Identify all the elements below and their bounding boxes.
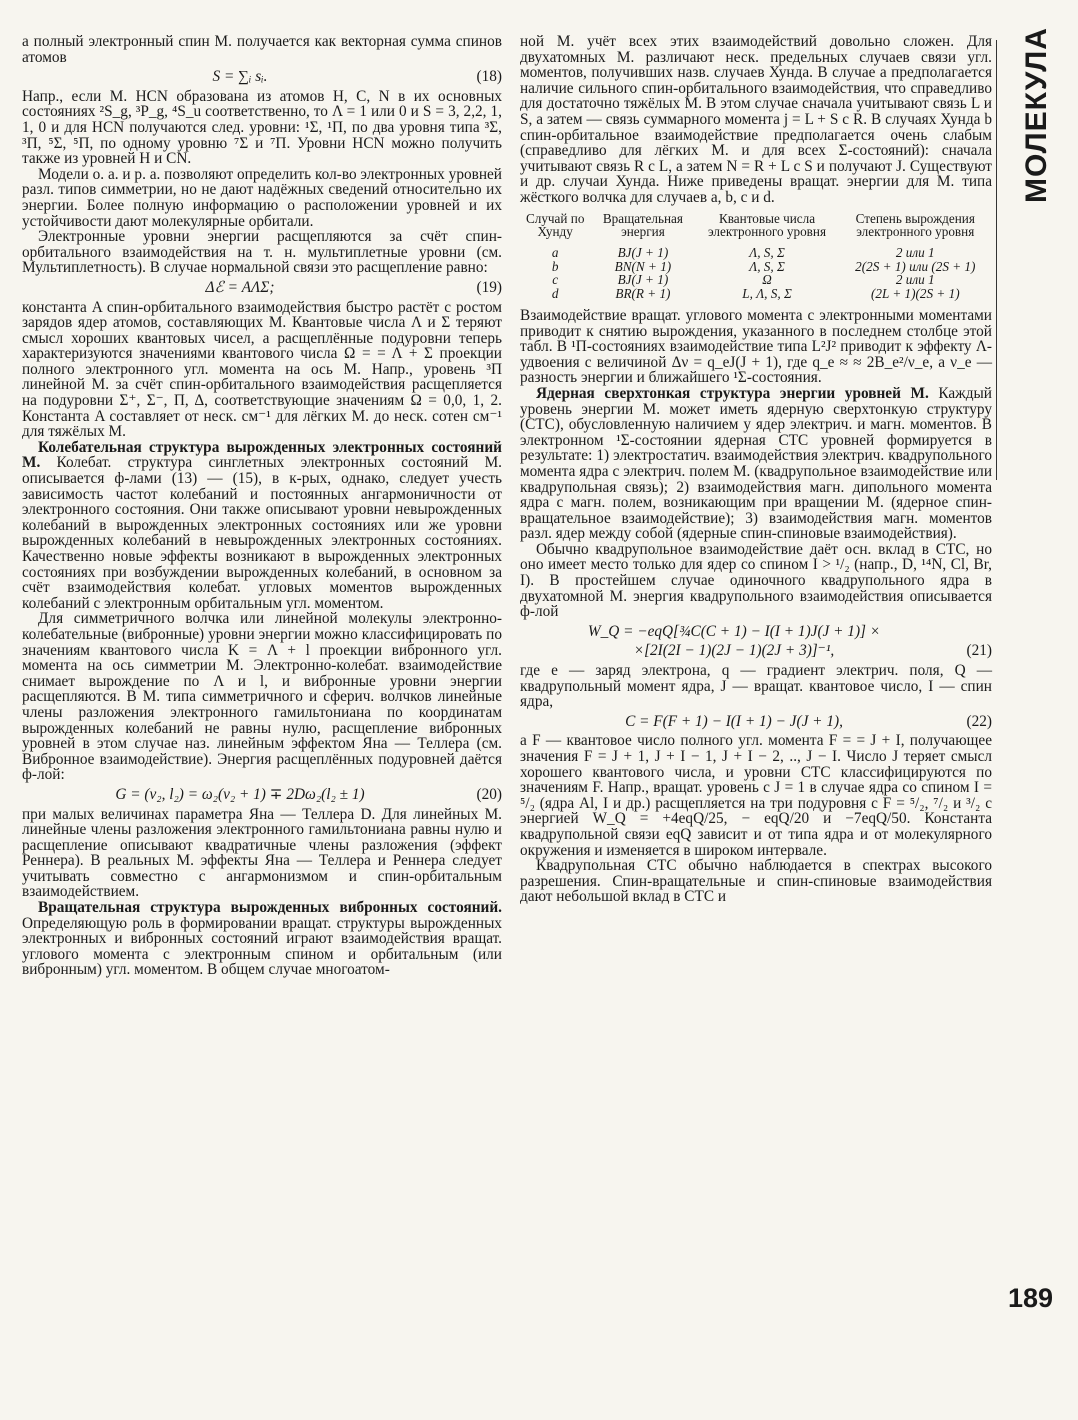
table-cell: 2 или 1 [895, 272, 935, 288]
paragraph: Для симметричного волчка или линейной молекулы электронно-колебательные (вибронные) уровни энергии можно классифицировать по значениям квантового числа K = Λ + l проекции вибронного угл. момента на ось симметрии М. Электронно-колебат. взаимодействие снимает вырождение по Λ и l, и вибронные уровни энергии расщепляются. В М. типа симметричного и сферич. волчков линейные члены разложения электронного гамильтониана по координатам вырожденных колебаний не равны нулю, расщепление вибронных уровней в этом случае наз. линейным эффектом Яна — Теллера (см. Вибронное взаимодействие). Энергия расщеплённых подуровней даётся ф-лой: [22, 610, 502, 784]
paragraph-text: Определяющую роль в формировании вращат. структуры вырожденных электронных и вибронных состояний играют взаимодействия вращат. углового момента с электронным спином и орбитальным (или вибронным) угл. моментом. В общем случае многоатом- [22, 914, 502, 979]
equation-21-line-1 [520, 624, 992, 640]
equation-19 [22, 280, 502, 296]
paragraph: при малых величинах параметра Яна — Теллера D. Для линейных М. линейные члены разложения электронного гамильтониана равны нулю и расщепление описывают квадратичные члены разложения (эффект Реннера). В реальных М. эффекты Яна — Теллера и Реннера следует учитывать совместно с ангармонизмом и спин-орбитальным взаимодействием. [22, 805, 502, 901]
table-header: Вращательная энергия [602, 210, 683, 239]
section-running-title [1005, 27, 1069, 203]
paragraph: Модели о. а. и р. а. позволяют определить кол-во электронных уровней разл. типов симметрии, но не дают надёжных сведений относительно их энергии. Более полную информацию о расположении уровней и их устойчивости дают молекулярные орбитали. [22, 165, 502, 230]
table-cell: BR(R + 1) [615, 285, 671, 301]
paragraph: Квадрупольная СТС обычно наблюдается в спектрах высокого разрешения. Спин-вращательные и спин-спиновые взаимодействия дают небольшой вклад в СТС и [520, 857, 992, 906]
equation-20 [22, 787, 502, 803]
table-cell: d [551, 285, 559, 301]
table-cell: Ω [762, 272, 772, 288]
equation-22 [520, 714, 992, 730]
paragraph: Взаимодействие вращат. углового момента с электронными моментами приводит к снятию вырождения, указанного в последнем столбце этой табл. В ¹Π-состояниях взаимодействие типа L²J² приводит к эффекту Λ-удвоения с величиной Δν = q_eJ(J + 1), где q_e ≈ ≈ 2B_e²/ν_e, а ν_e — разность энергии и ближайшего ¹Σ-состояния. [520, 306, 992, 387]
paragraph-heading: Колебательная структура вырожденных электронных состояний М. [22, 438, 502, 472]
paragraph: а полный электронный спин М. получается как векторная сумма спинов атомов [22, 33, 502, 66]
table-header: Случай по Хунду [525, 210, 585, 239]
table-row [520, 260, 992, 273]
paragraph: а F — квантовое число полного угл. момента F = = J + I, получающее значения F = J + 1, J + I − 1, J + I − 2, .., J − I. Число J теряет смысл хорошего квантового числа, и уровни СТС классифицируются по значениям F. Напр., вращат. уровень с J = 1 в случае ядра со спином I = ⁵/₂ (ядра Al, I и др.) расщепляется на три подуровня с F = ⁵/₂, ⁷/₂ и ³/₂ с энергией W_Q = +4eqQ/25, − eqQ/20 и −7eqQ/50. Константа квадрупольной связи eqQ зависит и от типа ядра и от молекулярного окружения и изменяется в широком интервале. [520, 732, 992, 859]
right-column [520, 34, 992, 905]
equation-number: (20) [476, 785, 502, 803]
table-cell: (2L + 1)(2S + 1) [870, 285, 960, 301]
table-cell: b [551, 258, 559, 274]
paragraph-text: Колебат. структура синглетных электронных состояний М. описывается ф-лами (13) — (15), в к-рых, однако, следует учесть зависимость частот колебаний и постоянных ангармоничности от электронного состояния. Они также описывают уровни невырожденных колебаний в вырожденных электронных состояниях или же уровни вырожденных колебаний в невырожденных электронных состояниях. Качественно новые эффекты возникают в вырожденных электронных состояниях при возбуждении вырожденных колебаний, в основном за счёт взаимодействия колебат. угловых моментов вырожденных колебаний с электронным орбитальным угл. моментом. [22, 454, 502, 612]
column-rule [996, 40, 997, 480]
table-cell: a [551, 245, 559, 261]
table-header: Степень вырождения электронного уровня [855, 210, 975, 239]
hund-cases-table [520, 212, 992, 300]
left-column [22, 34, 502, 978]
table-cell: c [552, 272, 559, 288]
table-header-row [520, 212, 992, 247]
table-header: Квантовые числа электронного уровня [708, 210, 827, 239]
paragraph [22, 440, 502, 612]
table-cell: 2(2S + 1) или (2S + 1) [855, 258, 976, 274]
table-cell: BJ(J + 1) [617, 245, 669, 261]
table-cell: BN(N + 1) [614, 258, 672, 274]
equation-number: (22) [966, 712, 992, 730]
equation-body: G = (v₂, l₂) = ω₂(v₂ + 1) ∓ 2Dω₂(l₂ ± 1) [115, 785, 365, 803]
equation-body: C = F(F + 1) − I(I + 1) − J(J + 1), [625, 712, 843, 730]
paragraph: ной М. учёт всех этих взаимодействий довольно сложен. Для двухатомных М. различают неск. предельных случаев связи угл. моментов, получивших назв. случаев Хунда. В случае a предполагается наличие сильного спин-орбитального взаимодействия, что справедливо для достаточно тяжёлых М. В этом случае сначала учитывают связь L и S, а затем — связь суммарного момента j = L + S с R. В случаях Хунда b спин-орбитальное взаимодействие предполагается очень слабым (справедливо для лёгких М. и для всех Σ-состояний): сначала учитывают связь R с L, а затем N = R + L с S и получают J. Существуют и др. случаи Хунда. Ниже приведены вращат. энергии для М. типа жёсткого волчка для случаев a, b, c и d. [520, 33, 992, 206]
table-cell: BJ(J + 1) [617, 272, 669, 288]
equation-21-line-2 [520, 643, 992, 659]
table-row [520, 246, 992, 259]
paragraph: где e — заряд электрона, q — градиент электрич. поля, Q — квадрупольный момент ядра, J — вращат. квантовое число, I — спин ядра, [520, 662, 992, 711]
table-row [520, 273, 992, 286]
equation-body: ×[2I(2I − 1)(2J − 1)(2J + 3)]⁻¹, [633, 642, 835, 660]
paragraph-heading: Вращательная структура вырожденных вибронных состояний. [38, 899, 502, 917]
equation-18 [22, 69, 502, 85]
paragraph: Обычно квадрупольное взаимодействие даёт осн. вклад в СТС, но оно имеет место только для ядер со спином I > ¹/₂ (напр., D, ¹⁴N, Cl, Br, I). В простейшем случае одиночного квадрупольного ядра в двухатомной М. энергия квадрупольного взаимодействия описывается ф-лой [520, 540, 992, 621]
paragraph: Напр., если М. HCN образована из атомов H, C, N в их основных состояниях ²S_g, ³P_g, ⁴S_u соответственно, то Λ = 1 или 0 и S = 3, 2,2, 1, 1, 0 и для HCN получаются след. уровни: ¹Σ, ¹Π, по два уровня типа ³Σ, ³Π, ⁵Σ, ⁵Π, по одному уровню ⁷Σ и ⁷Π. Уровни HCN можно получить также из уровней H и CN. [22, 87, 502, 168]
table-cell: 2 или 1 [895, 245, 935, 261]
paragraph-text: Каждый уровень энергии М. может иметь ядерную сверхтонкую структуру (СТС), обусловленную наличием у ядер электрич. и магн. моментов. В электронном ¹Σ-состоянии ядерная СТС уровней формируется в результате: 1) электростатич. взаимодействия электрич. квадрупольного момента ядра с электрич. полем М. (квадрупольное взаимодействие или квадрупольная связь); 2) взаимодействия магн. дипольного момента ядра с магн. полем, возникающим при вращении М. (ядерное спин-вращательное взаимодействие); 3) взаимодействия магн. моментов разл. ядер между собой (ядерные спин-спиновые взаимодействия). [520, 384, 992, 543]
page-number: 189 [1008, 1283, 1054, 1313]
equation-number: (18) [476, 68, 502, 86]
paragraph [22, 900, 502, 978]
equation-body: Δℰ = AΛΣ; [205, 278, 275, 296]
equation-body: W_Q = −eqQ[¾C(C + 1) − I(I + 1)J(J + 1)] × [587, 622, 881, 640]
table-cell: Λ, S, Σ [749, 245, 785, 261]
equation-body: S = ∑ᵢ sᵢ. [212, 68, 268, 86]
paragraph: Электронные уровни энергии расщепляются за счёт спин-орбитального взаимодействия на т. н. мультиплетные уровни (см. Мультиплетность). В случае нормальной связи это расщепление равно: [22, 228, 502, 277]
section-title-text: МОЛЕКУЛА [1020, 27, 1053, 203]
table-cell: L, Λ, S, Σ [742, 285, 792, 301]
equation-number: (21) [966, 642, 992, 660]
paragraph-heading: Ядерная сверхтонкая структура энергии уровней М. [536, 384, 929, 402]
table-row [520, 287, 992, 300]
paragraph [520, 386, 992, 542]
table-cell: Λ, S, Σ [749, 258, 785, 274]
equation-number: (19) [476, 278, 502, 296]
paragraph: константа A спин-орбитального взаимодействия быстро растёт с ростом зарядов ядер атомов, составляющих М. Квантовые числа Λ и Σ теряют смысл хороших квантовых чисел, а расщеплённые подуровни теперь характеризуются значениями квантового числа Ω = = Λ + Σ проекции полного электронного угл. момента на ось М. Напр., уровень ³Π линейной М. за счёт спин-орбитального взаимодействия расщепляется на подуровни Σ⁺, Σ⁻, Π, Δ, соответствующие значениям Ω = 0,0, 1, 2. Константа A составляет от неск. см⁻¹ для лёгких М. до неск. сотен см⁻¹ для тяжёлых М. [22, 298, 502, 441]
